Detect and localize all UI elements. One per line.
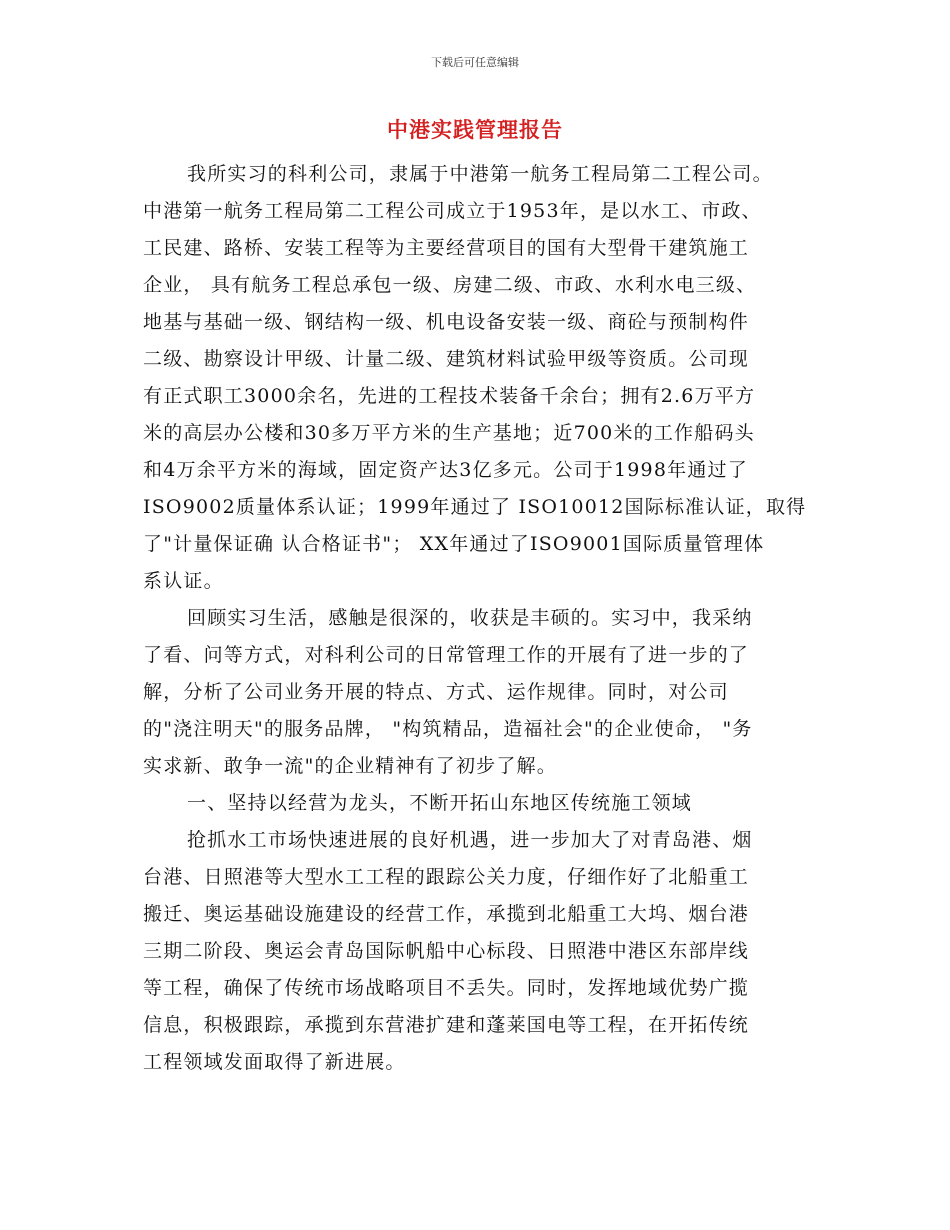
text-line: 的"浇注明天"的服务品牌， "构筑精品，造福社会"的企业使命， "务 — [143, 718, 753, 740]
section-heading — [143, 785, 818, 822]
text-line: 系认证。 — [143, 570, 224, 592]
text-line: 三期二阶段、奥运会青岛国际帆船中心标段、日照港中港区东部岸线 — [143, 940, 750, 962]
text-line: 搬迁、奥运基础设施建设的经营工作，承揽到北船重工大坞、烟台港 — [143, 903, 750, 925]
text-line: 了看、问等方式，对科利公司的日常管理工作的开展有了进一步的了 — [143, 644, 750, 666]
text-line: 解，分析了公司业务开展的特点、方式、运作规律。同时，对公司 — [143, 681, 729, 703]
text-line: 二级、勘察设计甲级、计量二级、建筑材料试验甲级等资质。公司现 — [143, 348, 750, 370]
paragraph-internship-review — [143, 600, 818, 785]
text-line: 我所实习的科利公司，隶属于中港第一航务工程局第二工程公司。 — [187, 163, 773, 185]
text-line: 了"计量保证确 认合格证书"； XX年通过了ISO9001国际质量管理体 — [143, 533, 765, 555]
document-body — [143, 156, 818, 1081]
paragraph-company-intro — [143, 156, 818, 600]
text-line: 一、坚持以经营为龙头，不断开拓山东地区传统施工领域 — [187, 792, 693, 814]
page-header-note: 下载后可任意编辑 — [431, 56, 519, 69]
text-line: 工程领域发面取得了新进展。 — [143, 1051, 406, 1073]
text-line: 和4万余平方米的海域，固定资产达3亿多元。公司于1998年通过了 — [143, 459, 748, 481]
document-title: 中港实践管理报告 — [387, 118, 563, 142]
text-line: 台港、日照港等大型水工工程的跟踪公关力度，仔细作好了北船重工 — [143, 866, 750, 888]
text-line: 米的高层办公楼和30多万平方米的生产基地；近700米的工作船码头 — [143, 422, 755, 444]
text-line: 企业， 具有航务工程总承包一级、房建二级、市政、水利水电三级、 — [143, 274, 757, 296]
text-line: 等工程，确保了传统市场战略项目不丢失。同时，发挥地域优势广揽 — [143, 977, 750, 999]
text-line: ISO9002质量体系认证；1999年通过了 ISO10012国际标准认证，取得 — [143, 496, 807, 518]
paragraph-market-expansion — [143, 822, 818, 1081]
text-line: 实求新、敢争一流"的企业精神有了初步了解。 — [143, 755, 557, 777]
text-line: 工民建、路桥、安装工程等为主要经营项目的国有大型骨干建筑施工 — [143, 237, 750, 259]
text-line: 有正式职工3000余名，先进的工程技术装备千余台；拥有2.6万平方 — [143, 385, 756, 407]
text-line: 地基与基础一级、钢结构一级、机电设备安装一级、商砼与预制构件 — [143, 311, 750, 333]
text-line: 抢抓水工市场快速进展的良好机遇，进一步加大了对青岛港、烟 — [187, 829, 753, 851]
text-line: 信息，积极跟踪，承揽到东营港扩建和蓬莱国电等工程，在开拓传统 — [143, 1014, 750, 1036]
text-line: 回顾实习生活，感触是很深的，收获是丰硕的。实习中，我采纳 — [187, 607, 753, 629]
text-line: 中港第一航务工程局第二工程公司成立于1953年，是以水工、市政、 — [143, 200, 762, 222]
